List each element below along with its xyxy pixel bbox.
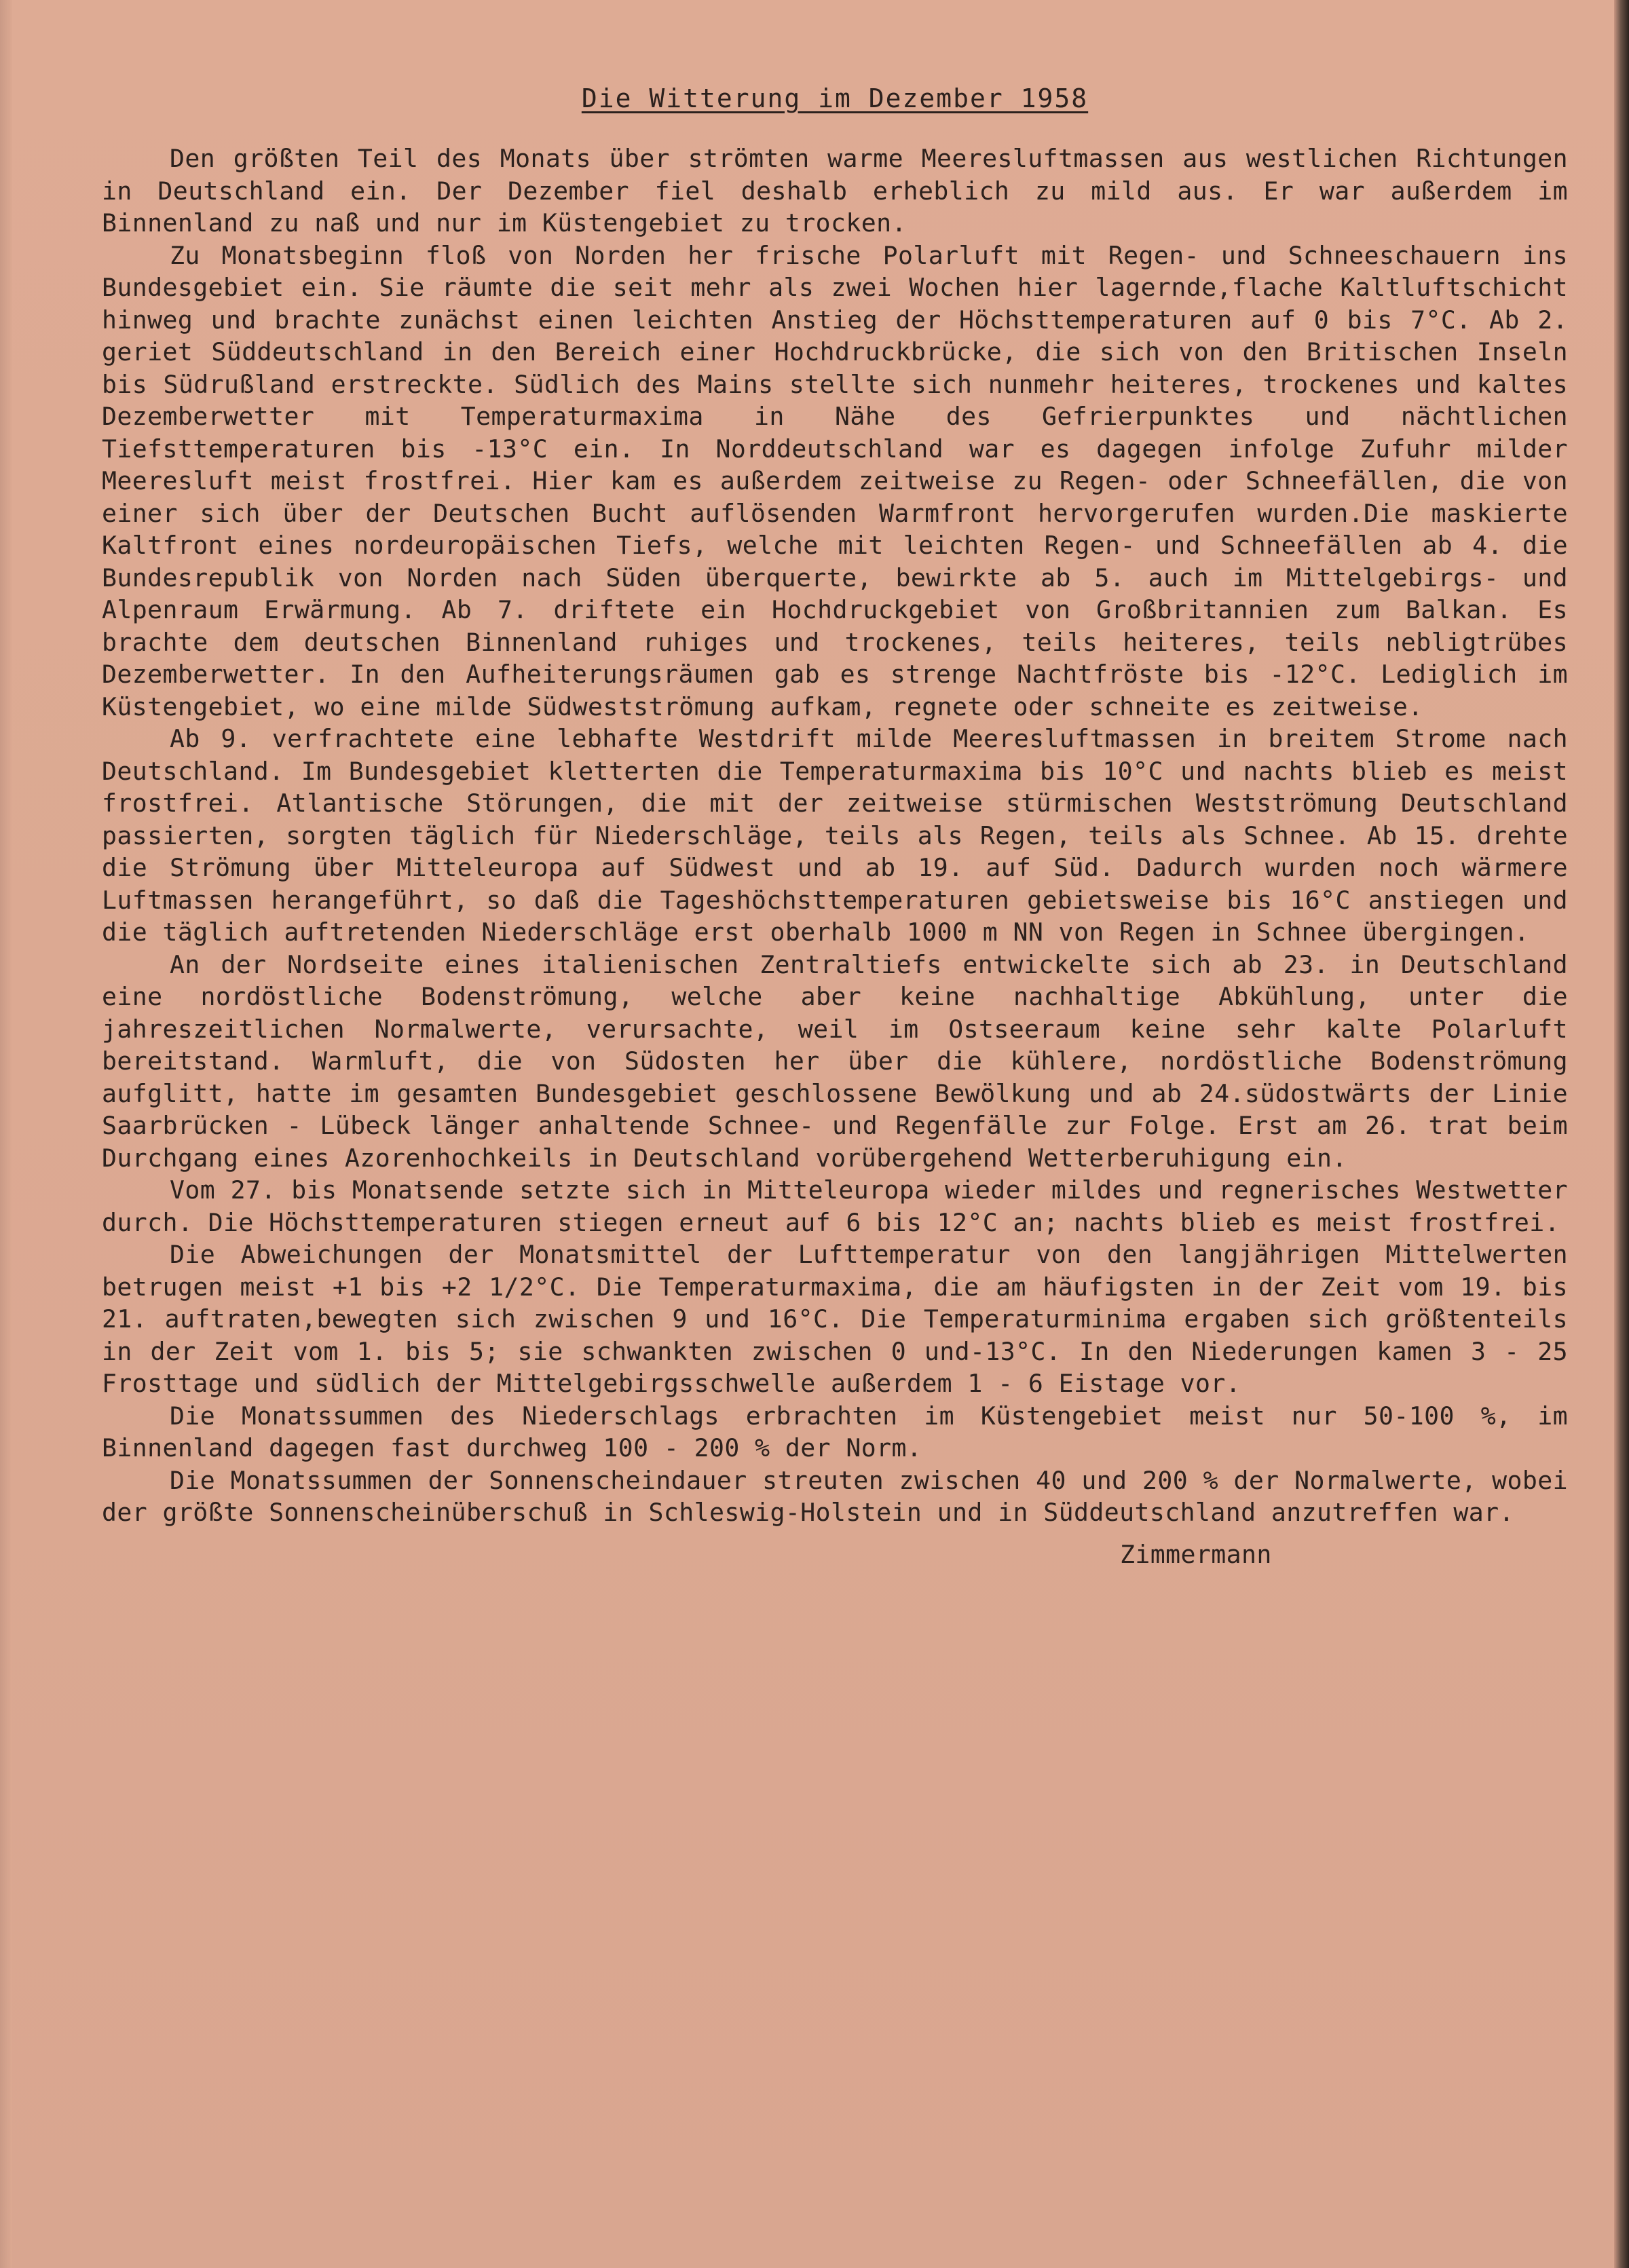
document-title: Die Witterung im Dezember 1958	[581, 83, 1089, 113]
page-left-edge	[0, 0, 12, 2268]
page-binding-shadow	[1614, 0, 1629, 2268]
paragraph-intro: Den größten Teil des Monats über strömten warme Meeresluftmassen aus westlichen Richtungen in Deutschland ein. Der Dezember fiel deshalb erheblich zu mild aus. Er war außerdem im Binnenland zu naß und nur im Küstengebiet zu trocken.	[102, 144, 1568, 238]
paragraph-central-low: An der Nordseite eines italienischen Zentraltiefs entwickelte sich ab 23. in Deutschland eine nordöstliche Bodenströmung, welche aber keine nachhaltige Abkühlung, unter die jahreszeitlichen Normalwerte, verursachte, weil im Ostseeraum keine sehr kalte Polarluft bereitstand. Warmluft, die von Südosten her über die kühlere, nordöstliche Bodenströmung aufglitt, hatte im gesamten Bundesgebiet geschlossene Bewölkung und ab 24.südostwärts der Linie Saarbrücken - Lübeck länger anhaltende Schnee- und Regenfälle zur Folge. Erst am 26. trat beim Durchgang eines Azorenhochkeils in Deutschland vorübergehend Wetterberuhigung ein.	[102, 949, 1568, 1173]
document-body	[102, 81, 1568, 1571]
paragraph-month-end: Vom 27. bis Monatsende setzte sich in Mitteleuropa wieder mildes und regnerisches Westwetter durch. Die Höchsttemperaturen stiegen erneut auf 6 bis 12°C an; nachts blieb es meist frostfrei.	[102, 1175, 1568, 1237]
paragraph-sunshine: Die Monatssummen der Sonnenscheindauer streuten zwischen 40 und 200 % der Normalwerte, wobei der größte Sonnenscheinüberschuß in Schleswig-Holstein und in Süddeutschland anzutreffen war.	[102, 1465, 1568, 1527]
paragraph-westdrift: Ab 9. verfrachtete eine lebhafte Westdrift milde Meeresluftmassen in breitem Strome nach Deutschland. Im Bundesgebiet kletterten die Temperaturmaxima bis 10°C und nachts blieb es meist frostfrei. Atlantische Störungen, die mit der zeitweise stürmischen Westströmung Deutschland passierten, sorgten täglich für Niederschläge, teils als Regen, teils als Schnee. Ab 15. drehte die Strömung über Mitteleuropa auf Südwest und ab 19. auf Süd. Dadurch wurden noch wärmere Luftmassen herangeführt, so daß die Tageshöchsttemperaturen gebietsweise bis 16°C anstiegen und die täglich auftretenden Niederschläge erst oberhalb 1000 m NN von Regen in Schnee übergingen.	[102, 724, 1568, 947]
paragraph-month-start: Zu Monatsbeginn floß von Norden her frische Polarluft mit Regen- und Schneeschauern ins Bundesgebiet ein. Sie räumte die seit mehr als zwei Wochen hier lagernde,flache Kaltluftschicht hinweg und brachte zunächst einen leichten Anstieg der Höchsttemperaturen auf 0 bis 7°C. Ab 2. geriet Süddeutschland in den Bereich einer Hochdruckbrücke, die sich von den Britischen Inseln bis Südrußland erstreckte. Südlich des Mains stellte sich nunmehr heiteres, trockenes und kaltes Dezemberwetter mit Temperaturmaxima in Nähe des Gefrierpunktes und nächtlichen Tiefsttemperaturen bis -13°C ein. In Norddeutschland war es dagegen infolge Zufuhr milder Meeresluft meist frostfrei. Hier kam es außerdem zeitweise zu Regen- oder Schneefällen, die von einer sich über der Deutschen Bucht auflösenden Warmfront hervorgerufen wurden.Die maskierte Kaltfront eines nordeuropäischen Tiefs, welche mit leichten Regen- und Schneefällen ab 4. die Bundesrepublik von Norden nach Süden überquerte, bewirkte ab 5. auch im Mittelgebirgs- und Alpenraum Erwärmung. Ab 7. driftete ein Hochdruckgebiet von Großbritannien zum Balkan. Es brachte dem deutschen Binnenland ruhiges und trockenes, teils heiteres, teils nebligtrübes Dezemberwetter. In den Aufheiterungsräumen gab es strenge Nachtfröste bis -12°C. Lediglich im Küstengebiet, wo eine milde Südwestströmung aufkam, regnete oder schneite es zeitweise.	[102, 240, 1568, 721]
paragraph-temperature-deviations: Die Abweichungen der Monatsmittel der Lufttemperatur von den langjährigen Mittelwerten betrugen meist +1 bis +2 1/2°C. Die Temperaturmaxima, die am häufigsten in der Zeit vom 19. bis 21. auftraten,bewegten sich zwischen 9 und 16°C. Die Temperaturminima ergaben sich größtenteils in der Zeit vom 1. bis 5; sie schwankten zwischen 0 und-13°C. In den Niederungen kamen 3 - 25 Frosttage und südlich der Mittelgebirgsschwelle außerdem 1 - 6 Eistage vor.	[102, 1240, 1568, 1398]
paragraph-precipitation: Die Monatssummen des Niederschlags erbrachten im Küstengebiet meist nur 50-100 %, im Binnenland dagegen fast durchweg 100 - 200 % der Norm.	[102, 1401, 1568, 1462]
signature: Zimmermann	[1120, 1539, 1272, 1569]
